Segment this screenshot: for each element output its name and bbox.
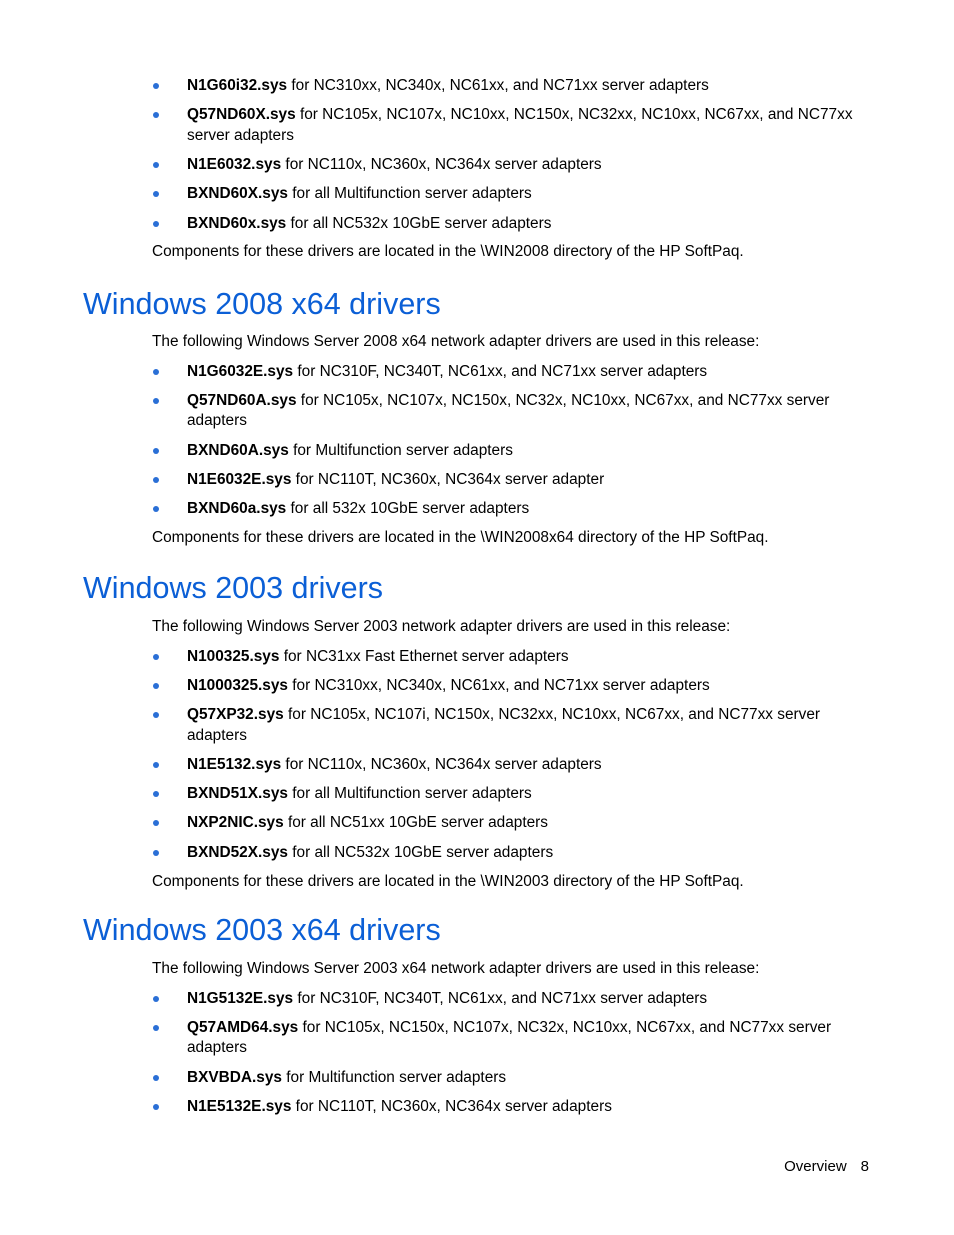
- driver-description: for NC310F, NC340T, NC61xx, and NC71xx server adapters: [293, 362, 708, 380]
- driver-file: Q57ND60A.sys: [187, 391, 297, 409]
- driver-file: N1E6032E.sys: [187, 470, 292, 488]
- driver-list: [152, 647, 872, 864]
- driver-file: Q57ND60X.sys: [187, 106, 296, 124]
- list-item: [152, 184, 872, 205]
- list-item: [152, 155, 872, 176]
- bullet-icon: [153, 369, 159, 375]
- driver-file: NXP2NIC.sys: [187, 814, 284, 832]
- driver-file: BXVBDA.sys: [187, 1068, 282, 1086]
- list-item: [152, 676, 872, 697]
- bullet-icon: [153, 791, 159, 797]
- driver-description: for NC110T, NC360x, NC364x server adapters: [291, 1097, 612, 1115]
- driver-file: BXND52X.sys: [187, 843, 288, 861]
- driver-list: [152, 362, 872, 520]
- driver-description: for Multifunction server adapters: [288, 441, 513, 459]
- driver-file: N1E6032.sys: [187, 156, 282, 174]
- driver-file: BXND51X.sys: [187, 785, 288, 803]
- list-item: [152, 214, 872, 235]
- section-body: [152, 617, 872, 892]
- list-item: [152, 755, 872, 776]
- driver-description: for all NC532x 10GbE server adapters: [286, 214, 552, 232]
- bullet-icon: [153, 477, 159, 483]
- list-item: [152, 105, 872, 146]
- bullet-icon: [153, 448, 159, 454]
- bullet-icon: [153, 191, 159, 197]
- driver-description: for all Multifunction server adapters: [287, 185, 532, 203]
- driver-file: N1E5132.sys: [187, 755, 282, 773]
- footer-section-label: Overview: [784, 1158, 847, 1175]
- bullet-icon: [153, 762, 159, 768]
- driver-file: N1000325.sys: [187, 676, 288, 694]
- page-footer: [784, 1157, 869, 1177]
- driver-list: [152, 76, 872, 234]
- list-item: [152, 1097, 872, 1118]
- driver-file: Q57AMD64.sys: [187, 1018, 299, 1036]
- bullet-icon: [153, 506, 159, 512]
- list-item: [152, 784, 872, 805]
- driver-file: N1E5132E.sys: [187, 1097, 292, 1115]
- bullet-icon: [153, 820, 159, 826]
- list-item: [152, 391, 872, 432]
- driver-description: for all NC532x 10GbE server adapters: [287, 843, 554, 861]
- bullet-icon: [153, 398, 159, 404]
- driver-description: for NC310xx, NC340x, NC61xx, and NC71xx server adapters: [288, 676, 710, 694]
- section-heading: Windows 2008 x64 drivers: [83, 287, 441, 321]
- driver-description: for NC110x, NC360x, NC364x server adapters: [281, 755, 602, 773]
- driver-description: for NC110x, NC360x, NC364x server adapters: [281, 156, 602, 174]
- bullet-icon: [153, 1075, 159, 1081]
- list-item: [152, 813, 872, 834]
- list-item: [152, 362, 872, 383]
- bullet-icon: [153, 850, 159, 856]
- section-body: [152, 332, 872, 548]
- location-note: Components for these drivers are located in the \WIN2008 directory of the HP SoftPaq.: [152, 243, 744, 261]
- driver-file: BXND60a.sys: [187, 500, 287, 518]
- driver-description: for NC310xx, NC340x, NC61xx, and NC71xx server adapters: [287, 77, 709, 94]
- list-item: [152, 441, 872, 462]
- bullet-icon: [153, 654, 159, 660]
- bullet-icon: [153, 221, 159, 227]
- driver-description: for NC31xx Fast Ethernet server adapters: [279, 647, 569, 665]
- page-number: 8: [860, 1158, 869, 1175]
- list-item: [152, 1018, 872, 1059]
- driver-file: N100325.sys: [187, 647, 280, 665]
- section-heading: Windows 2003 drivers: [83, 571, 384, 605]
- list-item: [152, 705, 872, 746]
- driver-description: for all 532x 10GbE server adapters: [286, 500, 530, 518]
- list-item: [152, 470, 872, 491]
- bullet-icon: [153, 162, 159, 168]
- bullet-icon: [153, 83, 159, 89]
- list-item: [152, 843, 872, 864]
- driver-description: for Multifunction server adapters: [281, 1068, 507, 1086]
- list-item: [152, 647, 872, 668]
- driver-description: for all Multifunction server adapters: [287, 785, 532, 803]
- driver-file: Q57XP32.sys: [187, 706, 284, 724]
- bullet-icon: [153, 1025, 159, 1031]
- location-note: Components for these drivers are located in the \WIN2003 directory of the HP SoftPaq.: [152, 872, 744, 890]
- list-item: [152, 1068, 872, 1089]
- driver-description: for all NC51xx 10GbE server adapters: [283, 814, 548, 832]
- bullet-icon: [153, 1104, 159, 1110]
- driver-description: for NC105x, NC107i, NC150x, NC32xx, NC10xx, NC67xx, and NC77xx server adapters: [187, 706, 821, 744]
- driver-file: BXND60x.sys: [187, 214, 287, 232]
- driver-list: [152, 989, 872, 1118]
- location-note: Components for these drivers are located in the \WIN2008x64 directory of the HP SoftPaq.: [152, 528, 769, 546]
- driver-file: BXND60X.sys: [187, 185, 288, 203]
- driver-description: for NC310F, NC340T, NC61xx, and NC71xx server adapters: [293, 989, 708, 1007]
- bullet-icon: [153, 683, 159, 689]
- section-intro: The following Windows Server 2003 x64 network adapter drivers are used in this release:: [152, 960, 760, 977]
- intro-block: [152, 76, 872, 263]
- section-heading: Windows 2003 x64 drivers: [83, 913, 441, 947]
- driver-description: for NC105x, NC107x, NC150x, NC32x, NC10xx, NC67xx, and NC77xx server adapters: [187, 391, 830, 430]
- section-body: [152, 959, 872, 1126]
- bullet-icon: [153, 112, 159, 118]
- list-item: [152, 499, 872, 520]
- driver-file: N1G60i32.sys: [187, 77, 288, 94]
- driver-description: for NC105x, NC107x, NC10xx, NC150x, NC32xx, NC10xx, NC67xx, and NC77xx server adapters: [187, 106, 853, 144]
- bullet-icon: [153, 996, 159, 1002]
- section-intro: The following Windows Server 2003 network adapter drivers are used in this release:: [152, 618, 731, 635]
- driver-file: N1G5132E.sys: [187, 989, 294, 1007]
- bullet-icon: [153, 712, 159, 718]
- list-item: [152, 989, 872, 1010]
- driver-description: for NC110T, NC360x, NC364x server adapter: [291, 470, 605, 488]
- driver-file: N1G6032E.sys: [187, 362, 294, 380]
- driver-file: BXND60A.sys: [187, 441, 289, 459]
- section-intro: The following Windows Server 2008 x64 network adapter drivers are used in this release:: [152, 333, 760, 350]
- driver-description: for NC105x, NC150x, NC107x, NC32x, NC10xx, NC67xx, and NC77xx server adapters: [187, 1018, 832, 1057]
- list-item: [152, 76, 872, 97]
